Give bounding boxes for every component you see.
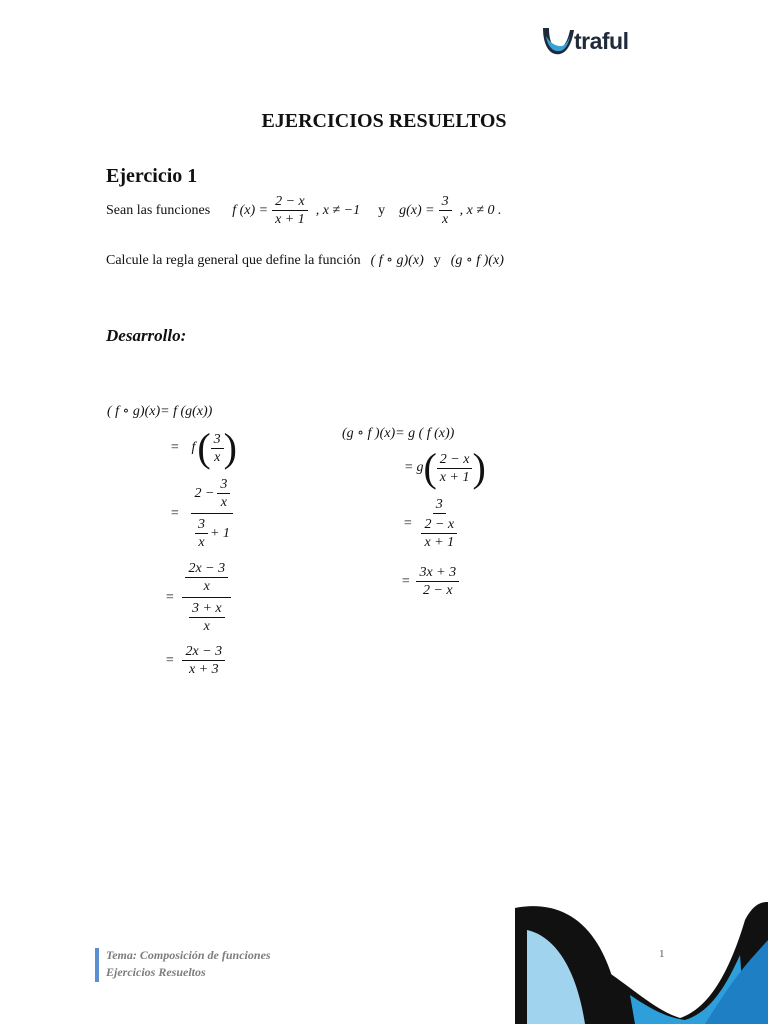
question-line: [106, 252, 504, 269]
traful-logo: [540, 22, 650, 62]
inner-fraction: [421, 516, 457, 551]
inner-fraction: [189, 600, 225, 635]
right-line-1: (g ∘ f )(x)= g ( f (x)): [342, 426, 455, 441]
question-text: Calcule la regla general que define la función: [106, 252, 361, 268]
g-lhs: g(x) =: [399, 202, 435, 218]
denominator: 2 − x: [422, 583, 453, 598]
f-numerator: 2 − x: [272, 193, 308, 211]
numerator: 2 − x: [437, 451, 473, 469]
g-denominator: x: [442, 212, 449, 227]
intro-label: Sean las funciones: [106, 202, 211, 218]
right-step-3: [403, 496, 460, 551]
left-step-3: [170, 476, 233, 551]
left-line-1: ( f ∘ g)(x)= f (g(x)): [107, 404, 213, 419]
document-title: EJERCICIOS RESUELTOS: [261, 110, 507, 132]
eq-sign: =: [403, 515, 413, 531]
g-fraction: [439, 193, 452, 228]
denominator: x: [220, 495, 228, 510]
fog-expr: ( f ∘ g)(x): [370, 253, 424, 268]
text: 2 −: [194, 486, 215, 501]
numerator: 3: [217, 476, 230, 494]
eq-sign: =: [170, 440, 180, 455]
f-condition: , x ≠ −1: [315, 202, 361, 218]
complex-numerator: [182, 560, 231, 598]
eq-sign: =: [404, 460, 414, 475]
eq-sign: =: [165, 652, 175, 668]
logo-text: traful: [574, 28, 629, 54]
left-paren: (: [197, 425, 211, 470]
g-symbol: g: [416, 460, 424, 475]
decorative-corner-graphic: [505, 900, 768, 1024]
right-paren: ): [472, 445, 486, 490]
numerator: 3: [195, 516, 208, 534]
complex-denominator: [192, 514, 233, 551]
inner-fraction: [185, 560, 228, 595]
functions-definition: [106, 193, 502, 228]
inner-fraction: [195, 516, 208, 551]
y-word: y: [378, 202, 386, 218]
denominator: x: [198, 535, 205, 550]
footer-accent-bar: [95, 948, 99, 982]
numerator: 3 + x: [189, 600, 225, 618]
numerator: 3x + 3: [416, 564, 459, 582]
footer-topic: Tema: Composición de funciones: [106, 948, 271, 962]
left-step-2: [170, 425, 237, 470]
f-fraction: [272, 193, 308, 228]
gof-expr: (g ∘ f )(x): [450, 253, 504, 268]
numerator: 3: [433, 496, 446, 514]
exercise-title: Ejercicio 1: [106, 165, 198, 187]
denominator: x: [203, 579, 210, 594]
right-step-4-fraction: [416, 564, 459, 599]
left-step-3-fraction: [191, 476, 233, 551]
complex-denominator: [418, 514, 460, 551]
right-step-2-fraction: [437, 451, 473, 486]
right-paren: ): [223, 425, 237, 470]
complex-denominator: [186, 598, 228, 635]
numerator: 3: [211, 431, 224, 449]
traful-logo-icon: [540, 24, 576, 58]
desarrollo-heading: Desarrollo:: [106, 326, 187, 345]
numerator: 2x − 3: [185, 560, 228, 578]
f-lhs: f (x) =: [232, 202, 269, 218]
left-step-2-fraction: [211, 431, 224, 466]
denominator: x + 3: [188, 662, 219, 677]
footer-subtitle: Ejercicios Resueltos: [106, 965, 206, 979]
g-condition: , x ≠ 0 .: [459, 202, 502, 218]
left-step-4: [165, 560, 231, 635]
page-number: 1: [659, 948, 665, 960]
right-step-3-fraction: [418, 496, 460, 551]
right-step-2: [404, 445, 486, 490]
numerator: 2x − 3: [182, 643, 225, 661]
f-symbol: f: [191, 440, 196, 455]
denominator: x: [203, 619, 210, 634]
left-step-5-fraction: [182, 643, 225, 678]
text: + 1: [209, 526, 230, 541]
y-word-2: y: [433, 252, 441, 268]
numerator: 2 − x: [421, 516, 457, 534]
left-paren: (: [423, 445, 437, 490]
eq-sign: =: [170, 505, 180, 521]
inner-fraction: [217, 476, 230, 511]
denominator: x: [214, 449, 221, 465]
denominator: x + 1: [424, 535, 455, 550]
f-denominator: x + 1: [275, 212, 305, 227]
eq-sign: =: [401, 573, 411, 589]
left-step-5: [165, 643, 225, 678]
complex-numerator: [191, 476, 233, 514]
right-step-4: [401, 564, 459, 599]
denominator: x + 1: [439, 469, 470, 485]
g-numerator: 3: [439, 193, 452, 211]
eq-sign: =: [165, 589, 175, 605]
left-step-4-fraction: [182, 560, 231, 635]
